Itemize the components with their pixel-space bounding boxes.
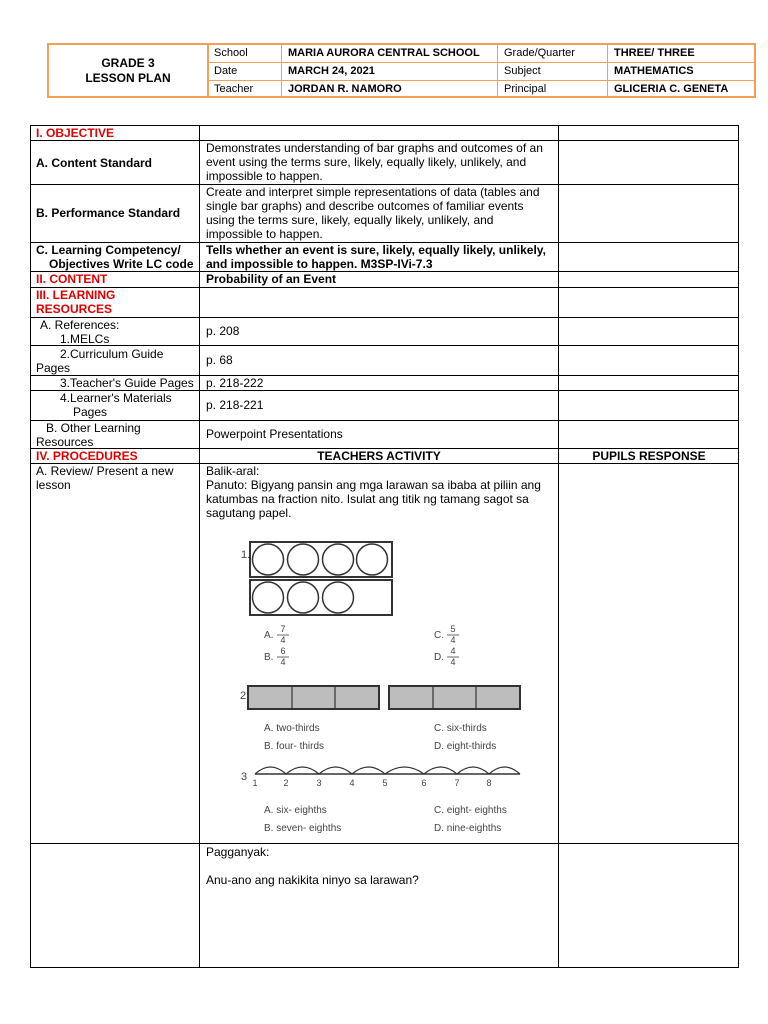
- header-value: JORDAN R. NAMORO: [282, 81, 498, 98]
- header-row-teacher: [208, 80, 756, 98]
- q1-circle: [253, 544, 284, 575]
- content-heading: II. CONTENT: [36, 272, 108, 286]
- q1-circle: [323, 544, 354, 575]
- q3-choice-a: A. six- eighths: [264, 805, 327, 816]
- header-value: MATHEMATICS: [614, 65, 694, 77]
- objective-heading: I. OBJECTIVE: [36, 126, 115, 140]
- header-value: THREE/ THREE: [614, 47, 695, 59]
- header-label: Grade/Quarter: [498, 45, 608, 62]
- procedures-heading: IV. PROCEDURES: [36, 449, 138, 463]
- header-title-grade: GRADE 3: [101, 55, 155, 70]
- q3-choice-c: C. eight- eighths: [434, 805, 507, 816]
- q2-choice-a: A. two-thirds: [264, 723, 320, 734]
- lesson-plan-header: [47, 43, 756, 98]
- q2-number: 2: [240, 690, 247, 702]
- number-line-arc: [424, 767, 457, 774]
- q1-choice-numerator: 6: [280, 646, 286, 656]
- number-line-arc: [457, 767, 489, 774]
- row-divider: [31, 843, 738, 844]
- number-line-tick-label: 1: [252, 778, 258, 788]
- resources-heading-line2: RESOURCES: [36, 302, 113, 316]
- q1-choice-letter: D.: [434, 652, 444, 663]
- number-line-tick-label: 2: [283, 778, 289, 788]
- review-label: A. Review/ Present a new lesson: [36, 464, 174, 492]
- number-line-tick-label: 4: [349, 778, 355, 788]
- other-resources-value: Powerpoint Presentations: [206, 427, 343, 441]
- other-resources-line2: Resources: [36, 435, 94, 449]
- number-line-tick-label: 5: [382, 778, 388, 788]
- header-title-lesson-plan: LESSON PLAN: [85, 70, 171, 85]
- pupils-response-header: PUPILS RESPONSE: [592, 449, 706, 463]
- references-title: A. References:: [40, 318, 120, 332]
- q2-choice-d: D. eight-thirds: [434, 741, 497, 752]
- q1-circle: [357, 544, 388, 575]
- header-value: MARCH 24, 2021: [282, 63, 498, 80]
- resources-heading: [36, 288, 196, 316]
- review-activity: [206, 464, 551, 520]
- q2-choice-c: C. six-thirds: [434, 723, 487, 734]
- review-instruction: Panuto: Bigyang pansin ang mga larawan sa ibaba at piliin ang katumbas na fraction nito. Isulat ang titik ng tamang sagot sa sagutang papel.: [206, 478, 541, 520]
- learners-materials-value: p. 218-221: [206, 398, 264, 412]
- q1-choice-letter: A.: [264, 630, 274, 641]
- q3-number: 3: [241, 771, 248, 783]
- number-line-arc: [489, 767, 520, 774]
- q1-number: 1.: [241, 549, 251, 561]
- number-line-tick-label: 6: [421, 778, 427, 788]
- column-divider: [199, 126, 200, 967]
- header-value: MARIA AURORA CENTRAL SCHOOL: [282, 45, 498, 62]
- motivation-activity: [206, 845, 546, 887]
- content-standard-label: A. Content Standard: [36, 156, 152, 170]
- q1-choice-letter: B.: [264, 652, 274, 663]
- number-line-ticks: [252, 778, 491, 788]
- number-line-tick-label: 3: [316, 778, 322, 788]
- curriculum-guide-label: [36, 347, 196, 375]
- number-line-arc: [385, 767, 424, 774]
- content-text: Probability of an Event: [206, 272, 337, 286]
- q1-choice-numerator: 5: [450, 624, 456, 634]
- competency-label-line2: Objectives Write LC code: [49, 257, 194, 271]
- q1-choice-denominator: 4: [450, 657, 456, 667]
- q1-circle: [288, 544, 319, 575]
- number-line-arc: [352, 767, 385, 774]
- q1-choice-denominator: 4: [450, 635, 456, 645]
- q2-bar-left: [248, 686, 379, 709]
- header-label: Principal: [498, 81, 608, 98]
- number-line-arc: [286, 767, 319, 774]
- header-label: Teacher: [208, 81, 282, 98]
- performance-standard-text: Create and interpret simple representations of data (tables and single bar graphs) and describe outcomes of familiar events using the terms sure, likely, equally likely, unlikely, and impossible to happen.: [206, 185, 540, 241]
- content-standard-text: Demonstrates understanding of bar graphs and outcomes of an event using the terms sure, likely, equally likely, unlikely, and impossible to happen.: [206, 141, 543, 183]
- q3-choice-b: B. seven- eighths: [264, 823, 342, 834]
- header-row-school: [208, 45, 756, 62]
- q1-choice-numerator: 4: [450, 646, 456, 656]
- header-title: [49, 45, 209, 96]
- q1-choice-numerator: 7: [280, 624, 286, 634]
- competency-label: [36, 243, 196, 271]
- header-value: GLICERIA C. GENETA: [614, 83, 729, 95]
- references-label: [40, 318, 200, 346]
- q1-top-box: [250, 542, 392, 577]
- number-line-tick-label: 8: [486, 778, 492, 788]
- melcs-label: 1.MELCs: [60, 332, 110, 346]
- competency-text: Tells whether an event is sure, likely, equally likely, unlikely, and impossible to happen. M3SP-IVi-7.3: [206, 243, 546, 271]
- header-label: School: [208, 45, 282, 62]
- fraction-quiz-illustration: [231, 534, 561, 834]
- competency-label-line1: C. Learning Competency/: [36, 243, 181, 257]
- curriculum-guide-line1: 2.Curriculum Guide: [60, 347, 164, 361]
- q1-choice-denominator: 4: [280, 635, 286, 645]
- q2-choice-b: B. four- thirds: [264, 741, 325, 752]
- number-line-arcs: [255, 767, 520, 774]
- q3-choice-d: D. nine-eighths: [434, 823, 502, 834]
- q2-bar-right: [389, 686, 520, 709]
- performance-standard-label: B. Performance Standard: [36, 206, 181, 220]
- q1-choice-denominator: 4: [280, 657, 286, 667]
- teachers-guide-value: p. 218-222: [206, 376, 264, 390]
- header-info-grid: [208, 45, 756, 96]
- number-line-tick-label: 7: [454, 778, 460, 788]
- teachers-guide-label: 3.Teacher's Guide Pages: [60, 376, 194, 390]
- learners-materials-line1: 4.Learner's Materials: [60, 391, 172, 405]
- motivation-question: Anu-ano ang nakikita ninyo sa larawan?: [206, 873, 419, 887]
- melcs-value: p. 208: [206, 324, 240, 338]
- q1-circle: [288, 582, 319, 613]
- number-line-arc: [255, 767, 286, 774]
- header-label: Subject: [498, 63, 608, 80]
- learners-materials-label: [36, 391, 196, 419]
- motivation-title: Pagganyak:: [206, 845, 270, 859]
- teachers-activity-header: TEACHERS ACTIVITY: [317, 449, 441, 463]
- header-label: Date: [208, 63, 282, 80]
- curriculum-guide-line2: Pages: [36, 361, 71, 375]
- curriculum-guide-value: p. 68: [206, 353, 233, 367]
- q3-number-line: [252, 767, 520, 788]
- q1-choice-letter: C.: [434, 630, 444, 641]
- other-resources-label: [36, 421, 196, 449]
- number-line-arc: [319, 767, 352, 774]
- resources-heading-line1: III. LEARNING: [36, 288, 116, 302]
- lesson-plan-table: [30, 125, 739, 968]
- learners-materials-line2: Pages: [73, 405, 108, 419]
- q1-bottom-box: [250, 580, 392, 615]
- other-resources-line1: B. Other Learning: [46, 421, 141, 435]
- q1-circle: [323, 582, 354, 613]
- review-title: Balik-aral:: [206, 464, 260, 478]
- q1-circle: [253, 582, 284, 613]
- header-row-date: [208, 62, 756, 80]
